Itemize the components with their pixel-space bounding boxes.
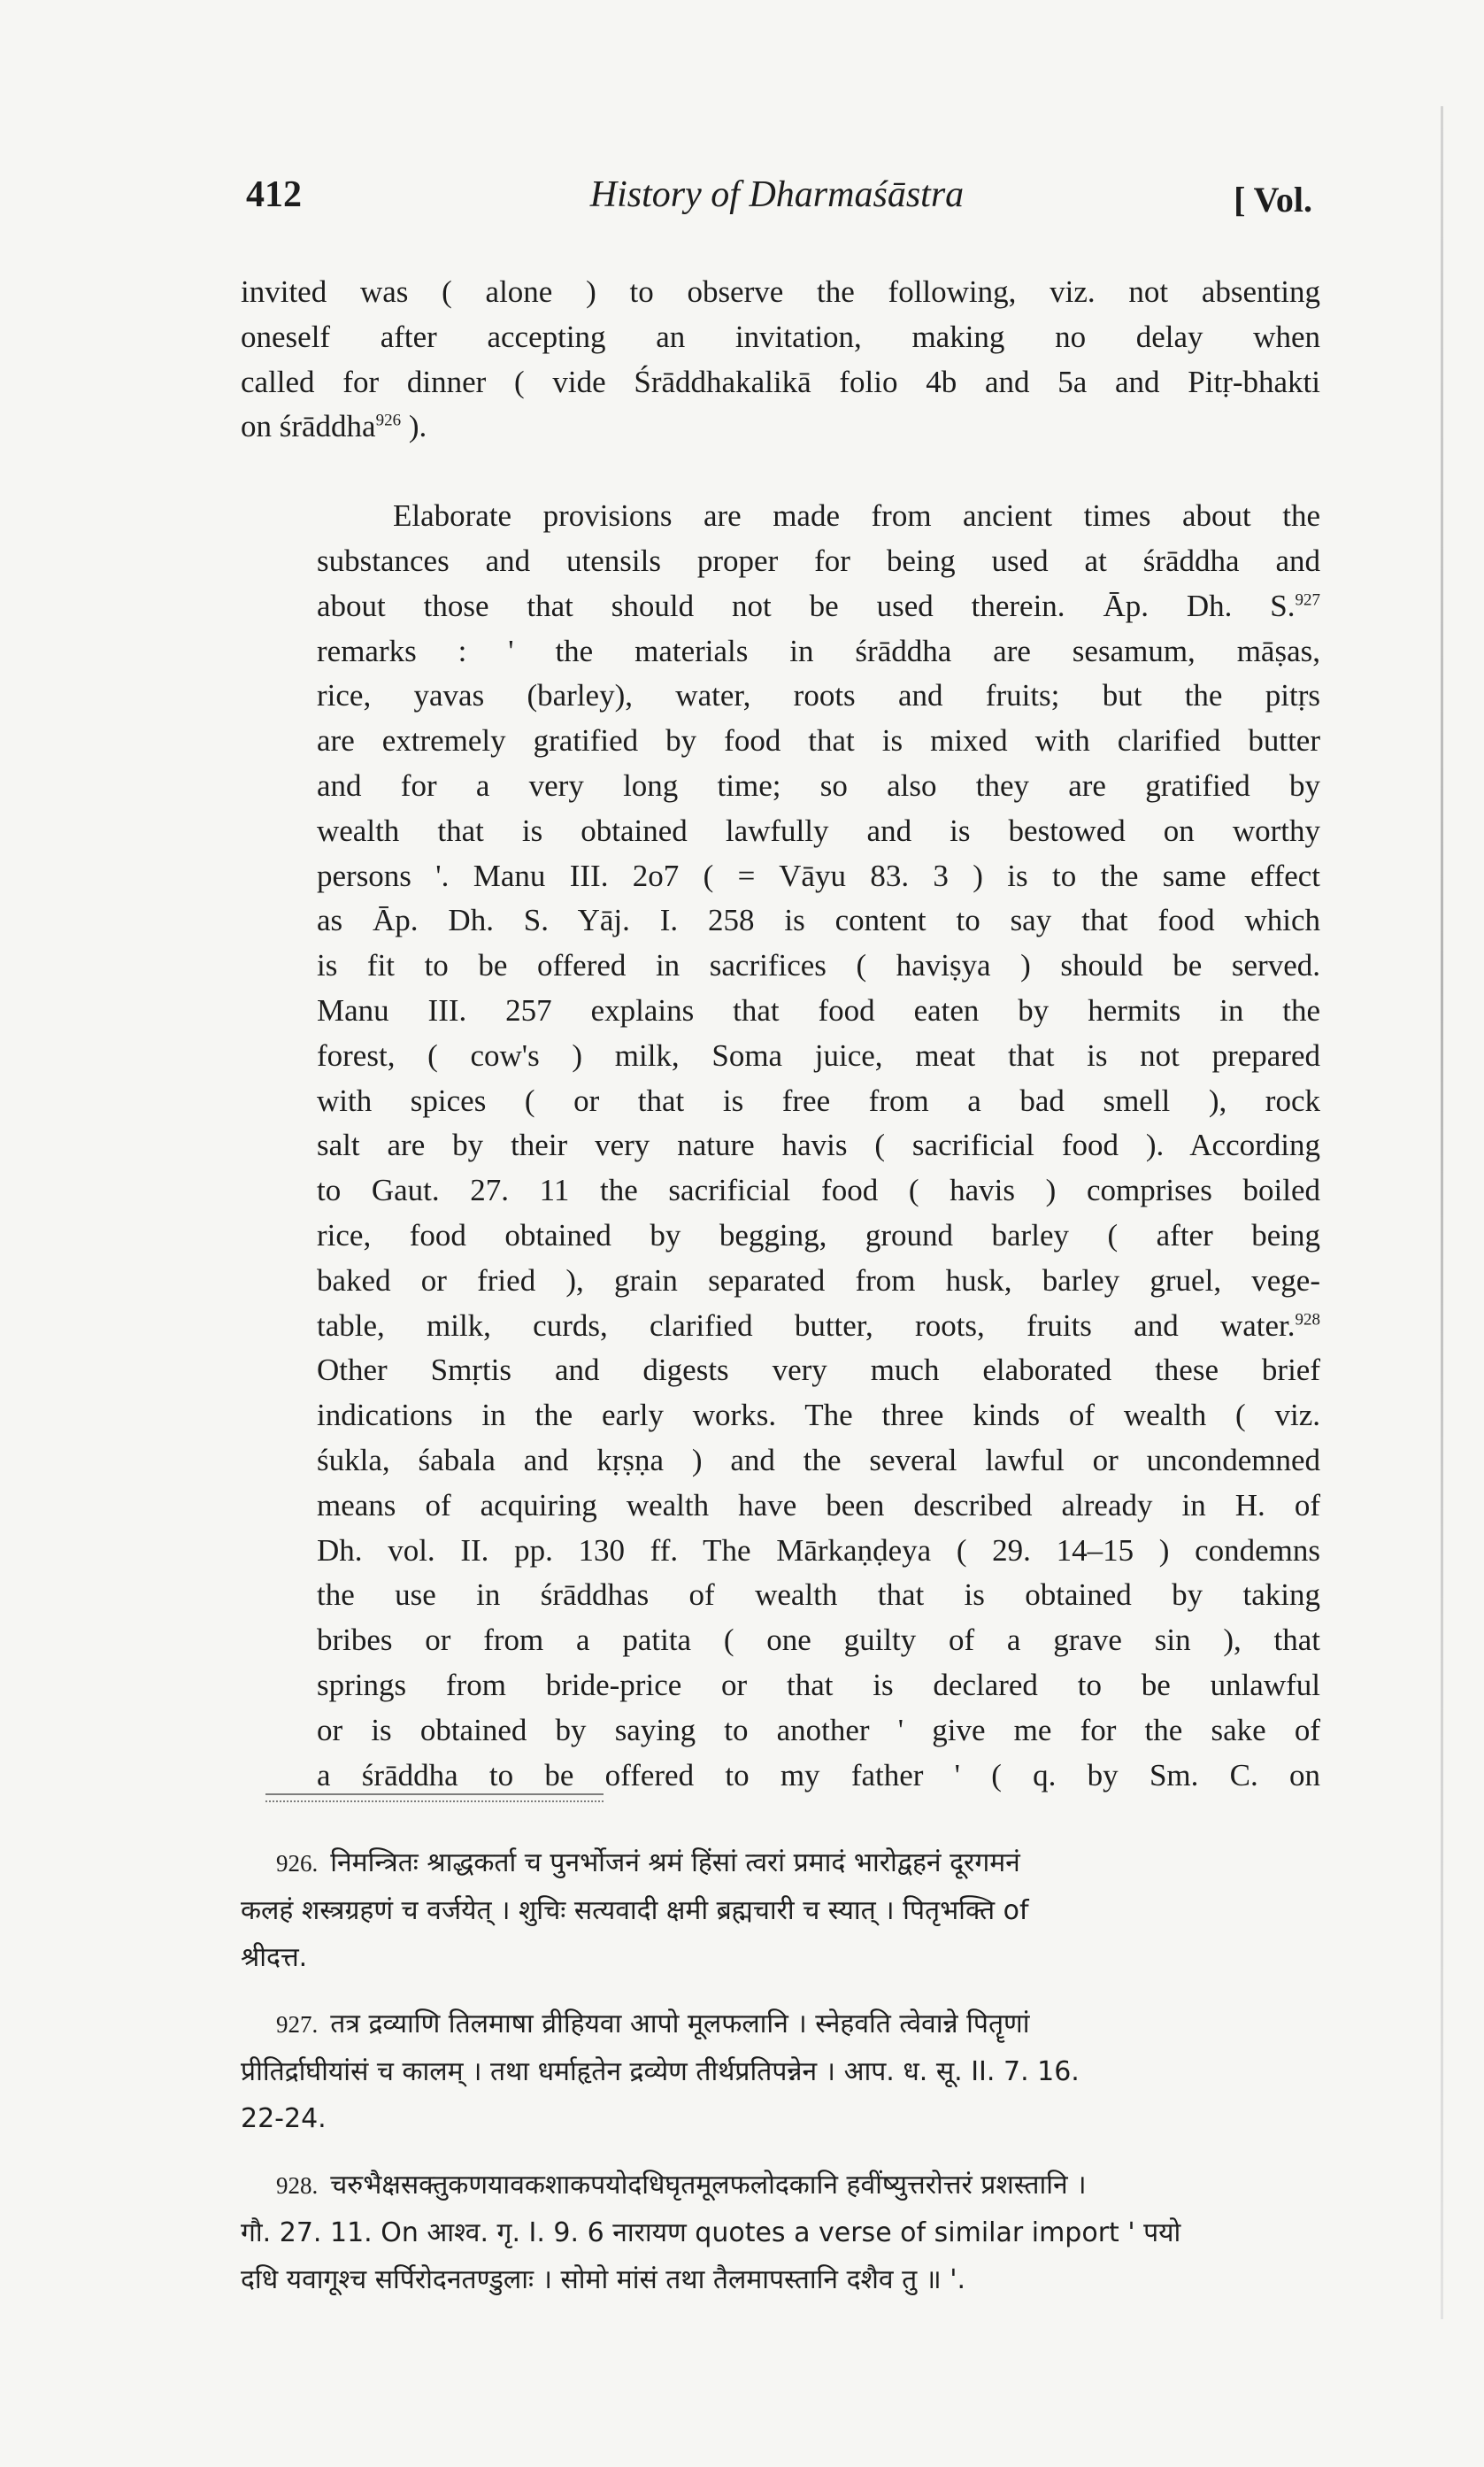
text-line: rice, food obtained by begging, ground barley ( after being — [317, 1217, 1320, 1253]
text-line: Dh. vol. II. pp. 130 ff. The Mārkaṇḍeya ( 29. 14–15 ) condemns — [317, 1532, 1320, 1568]
page-header — [246, 173, 1312, 235]
text-line: called for dinner ( vide Śrāddhakalikā folio 4b and 5a and Pitṛ-bhakti — [241, 364, 1320, 399]
text-line: forest, ( cow's ) milk, Soma juice, meat that is not prepared — [317, 1037, 1320, 1073]
text-line: the use in śrāddhas of wealth that is obtained by taking — [317, 1577, 1320, 1613]
text-line: with spices ( or that is free from a bad smell ), rock — [317, 1083, 1320, 1118]
page-number: 412 — [246, 174, 302, 215]
footnote-line — [241, 2162, 1329, 2209]
footnote-ref: 927 — [1295, 590, 1320, 610]
text-line: Other Smṛtis and digests very much elaborated these brief — [317, 1353, 1320, 1388]
text-line: bribes or from a patita ( one guilty of a grave sin ), that — [317, 1623, 1320, 1658]
text-line: persons '. Manu III. 2o7 ( = Vāyu 83. 3 ) is to the same effect — [317, 858, 1320, 893]
footnote-ref: 926 — [375, 411, 402, 430]
footnote-928 — [241, 2162, 1329, 2303]
text-line: are extremely gratified by food that is mixed with clarified butter — [317, 723, 1320, 759]
text-line — [241, 1304, 1320, 1349]
text-line — [241, 584, 1320, 629]
footnote-divider — [265, 1793, 604, 1802]
text-line: baked or fried ), grain separated from husk, barley gruel, vege- — [317, 1262, 1320, 1298]
page-edge-shadow — [1441, 106, 1443, 2319]
text-line: Manu III. 257 explains that food eaten by hermits in the — [317, 992, 1320, 1028]
text-line: is fit to be offered in sacrifices ( haviṣya ) should be served. — [317, 948, 1320, 983]
text-line: and for a very long time; so also they are gratified by — [317, 767, 1320, 803]
footnote-text: निमन्त्रितः श्राद्धकर्ता च पुनर्भोजनं श्रमं हिंसां त्वरां प्रमादं भारोद्वहनं दूरगमनं — [330, 1847, 1020, 1878]
text-line: śukla, śabala and kṛṣṇa ) and the several lawful or uncondemned — [317, 1442, 1320, 1477]
footnote-line: प्रीतिर्द्राघीयांसं च कालम् । तथा धर्माहृतेन द्रव्येण तीर्थप्रतिपन्नेन । आप. ध. सू. II. 7. 16. — [241, 2056, 1080, 2087]
footnote-line: 22-24. — [241, 2103, 327, 2134]
text-line: invited was ( alone ) to observe the following, viz. not absenting — [241, 274, 1320, 309]
footnote-number: 927. — [276, 2011, 319, 2038]
paragraph — [241, 270, 1320, 450]
body-text — [241, 270, 1320, 1798]
text-line: indications in the early works. The three kinds of wealth ( viz. — [317, 1398, 1320, 1433]
text-line: Elaborate provisions are made from ancient times about the — [393, 498, 1320, 534]
text-line: means of acquiring wealth have been described already in H. of — [317, 1487, 1320, 1523]
footnote-line: दधि यवागूश्च सर्पिरोदनतण्डुलाः । सोमो मांसं तथा तैलमापस्तानि दशैव तु ॥ '. — [241, 2264, 966, 2295]
footnote-926 — [241, 1839, 1329, 1981]
volume-mark: [ Vol. — [1234, 180, 1312, 220]
text-fragment: on śrāddha — [241, 409, 376, 444]
text-line: oneself after accepting an invitation, making no delay when — [241, 319, 1320, 354]
text-fragment: ). — [401, 409, 427, 444]
text-line: as Āp. Dh. S. Yāj. I. 258 is content to say that food which — [317, 903, 1320, 938]
text-fragment: table, milk, curds, clarified butter, roots, fruits and water. — [317, 1307, 1296, 1343]
text-line: a śrāddha to be offered to my father ' ( q. by Sm. C. on — [317, 1757, 1320, 1792]
running-title: History of Dharmaśāstra — [589, 174, 965, 215]
text-line: salt are by their very nature havis ( sacrificial food ). According — [317, 1128, 1320, 1163]
footnote-line: श्रीदत्त. — [241, 1942, 308, 1973]
paragraph — [241, 494, 1320, 1798]
footnote-line — [241, 1839, 1329, 1887]
text-line: substances and utensils proper for being used at śrāddha and — [317, 543, 1320, 578]
footnote-text: चरुभैक्षसक्तुकणयावकशाकपयोदधिघृतमूलफलोदकानि हवींष्युत्तरोत्तरं प्रशस्तानि । — [330, 2170, 1087, 2201]
text-line: springs from bride-price or that is declared to be unlawful — [317, 1667, 1320, 1702]
footnote-line — [241, 2001, 1329, 2048]
text-fragment: about those that should not be used therein. Āp. Dh. S. — [317, 588, 1296, 623]
footnote-number: 928. — [276, 2172, 319, 2199]
footnotes — [241, 1839, 1329, 2323]
footnote-927 — [241, 2001, 1329, 2142]
footnote-line: गौ. 27. 11. On आश्व. गृ. I. 9. 6 नारायण quotes a verse of similar import ' पयो — [241, 2217, 1181, 2248]
footnote-text: तत्र द्रव्याणि तिलमाषा व्रीहियवा आपो मूलफलानि । स्नेहवति त्वेवान्ने पितॄणां — [330, 2008, 1030, 2039]
text-line: remarks : ' the materials in śrāddha are sesamum, māṣas, — [317, 633, 1320, 668]
footnote-line: कलहं शस्त्रग्रहणं च वर्जयेत् । शुचिः सत्यवादी क्षमी ब्रह्मचारी च स्यात् । पितृभक्ति of — [241, 1895, 1029, 1926]
text-line: or is obtained by saying to another ' give me for the sake of — [317, 1712, 1320, 1747]
text-line — [241, 405, 1320, 450]
footnote-ref: 928 — [1295, 1309, 1320, 1329]
text-line: rice, yavas (barley), water, roots and fruits; but the pitṛs — [317, 678, 1320, 713]
text-line: to Gaut. 27. 11 the sacrificial food ( havis ) comprises boiled — [317, 1173, 1320, 1208]
text-line: wealth that is obtained lawfully and is bestowed on worthy — [317, 813, 1320, 848]
footnote-number: 926. — [276, 1850, 319, 1877]
